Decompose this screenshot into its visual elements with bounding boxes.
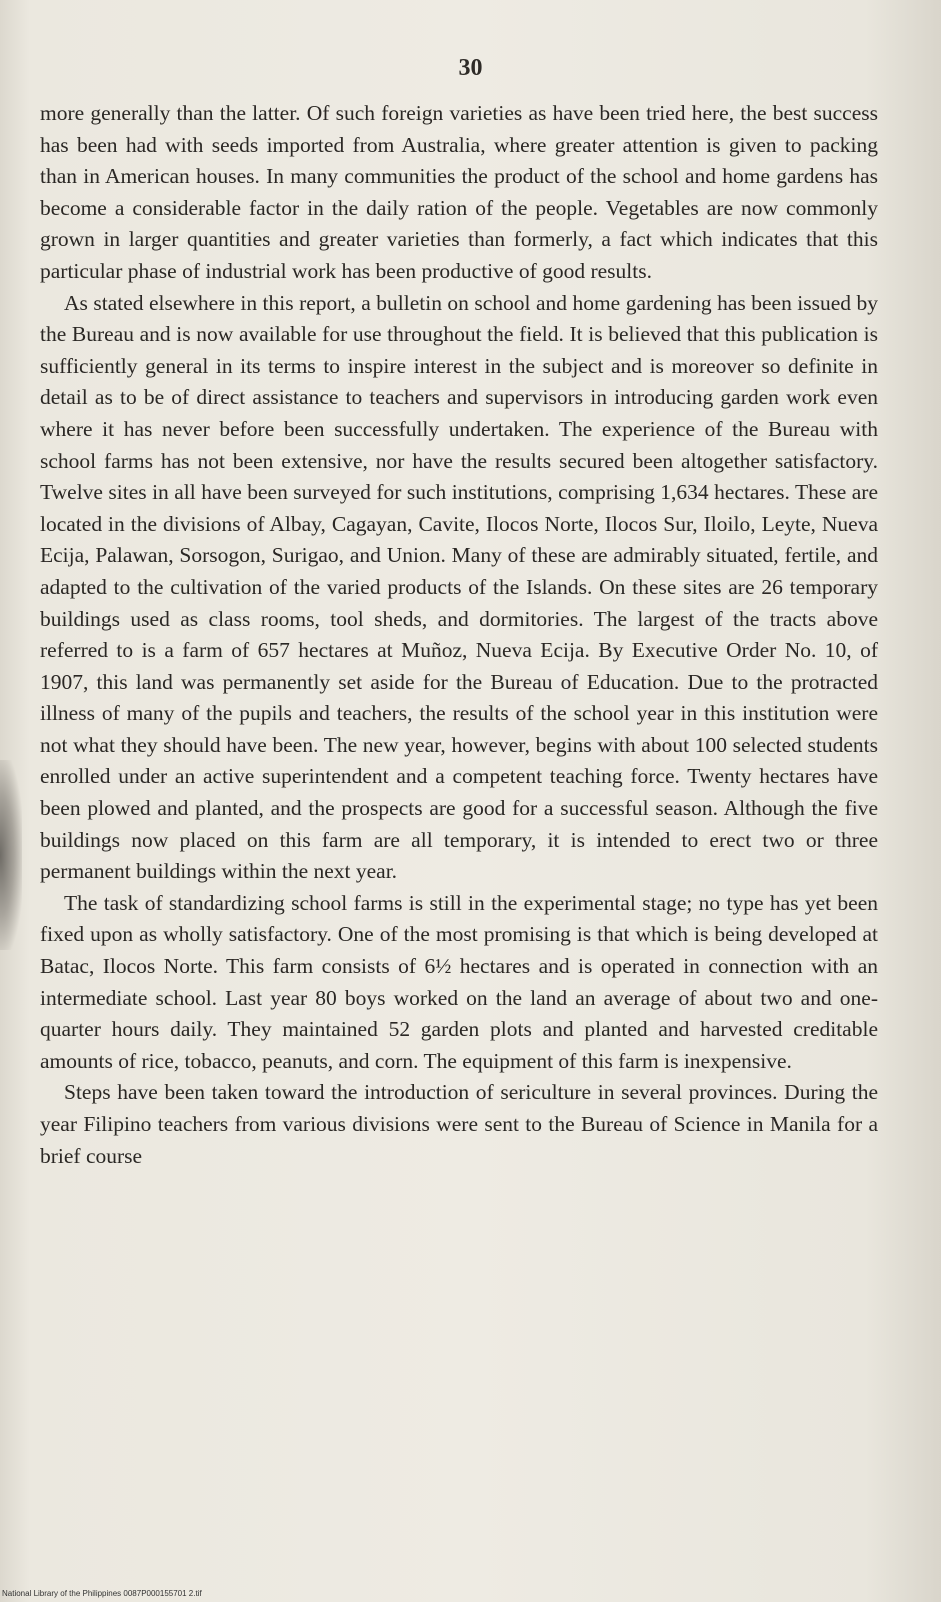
body-text bbox=[40, 98, 878, 1172]
paragraph-3: The task of standardizing school farms is still in the experimental stage; no type has yet been fixed upon as wholly satisfactory. One of the most promising is that which is being developed at Batac, Ilocos Norte. This farm consists of 6½ hectares and is operated in connection with an intermediate school. Last year 80 boys worked on the land an average of about two and one-quarter hours daily. They maintained 52 garden plots and planted and harvested creditable amounts of rice, tobacco, peanuts, and corn. The equipment of this farm is inexpensive. bbox=[40, 890, 878, 1073]
page-number: 30 bbox=[458, 55, 483, 81]
paragraph-2: As stated elsewhere in this report, a bulletin on school and home gardening has been issued by the Bureau and is now available for use throughout the field. It is believed that this publication is sufficiently general in its terms to inspire interest in the subject and is moreover so definite in detail as to be of direct assistance to teachers and supervisors in introducing garden work even where it has never before been successfully undertaken. The experience of the Bureau with school farms has not been extensive, nor have the results secured been altogether satisfactory. Twelve sites in all have been surveyed for such institutions, comprising 1,634 hectares. These are located in the divisions of Albay, Cagayan, Cavite, Ilocos Norte, Ilocos Sur, Iloilo, Leyte, Nueva Ecija, Palawan, Sorsogon, Surigao, and Union. Many of these are admirably situated, fertile, and adapted to the cultivation of the varied products of the Islands. On these sites are 26 temporary buildings used as class rooms, tool sheds, and dormitories. The largest of the tracts above referred to is a farm of 657 hectares at Muñoz, Nueva Ecija. By Executive Order No. 10, of 1907, this land was permanently set aside for the Bureau of Education. Due to the protracted illness of many of the pupils and teachers, the results of the school year in this institution were not what they should have been. The new year, however, begins with about 100 selected students enrolled under an active superintendent and a competent teaching force. Twenty hectares have been plowed and planted, and the prospects are good for a successful season. Although the five buildings now placed on this farm are all temporary, it is intended to erect two or three permanent buildings within the next year. bbox=[40, 290, 878, 884]
scan-footer: National Library of the Philippines 0087P000155701 2.tif bbox=[2, 1589, 202, 1598]
paragraph-1: more generally than the latter. Of such foreign varieties as have been tried here, the best success has been had with seeds imported from Australia, where greater attention is given to packing than in American houses. In many communities the product of the school and home gardens has become a considerable factor in the daily ration of the people. Vegetables are now commonly grown in larger quantities and greater varieties than formerly, a fact which indicates that this particular phase of industrial work has been productive of good results. bbox=[40, 101, 878, 283]
paragraph-4: Steps have been taken toward the introduction of sericulture in several provinces. During the year Filipino teachers from various divisions were sent to the Bureau of Science in Manila for a brief course bbox=[40, 1080, 878, 1168]
page-edge-shadow bbox=[0, 760, 22, 950]
